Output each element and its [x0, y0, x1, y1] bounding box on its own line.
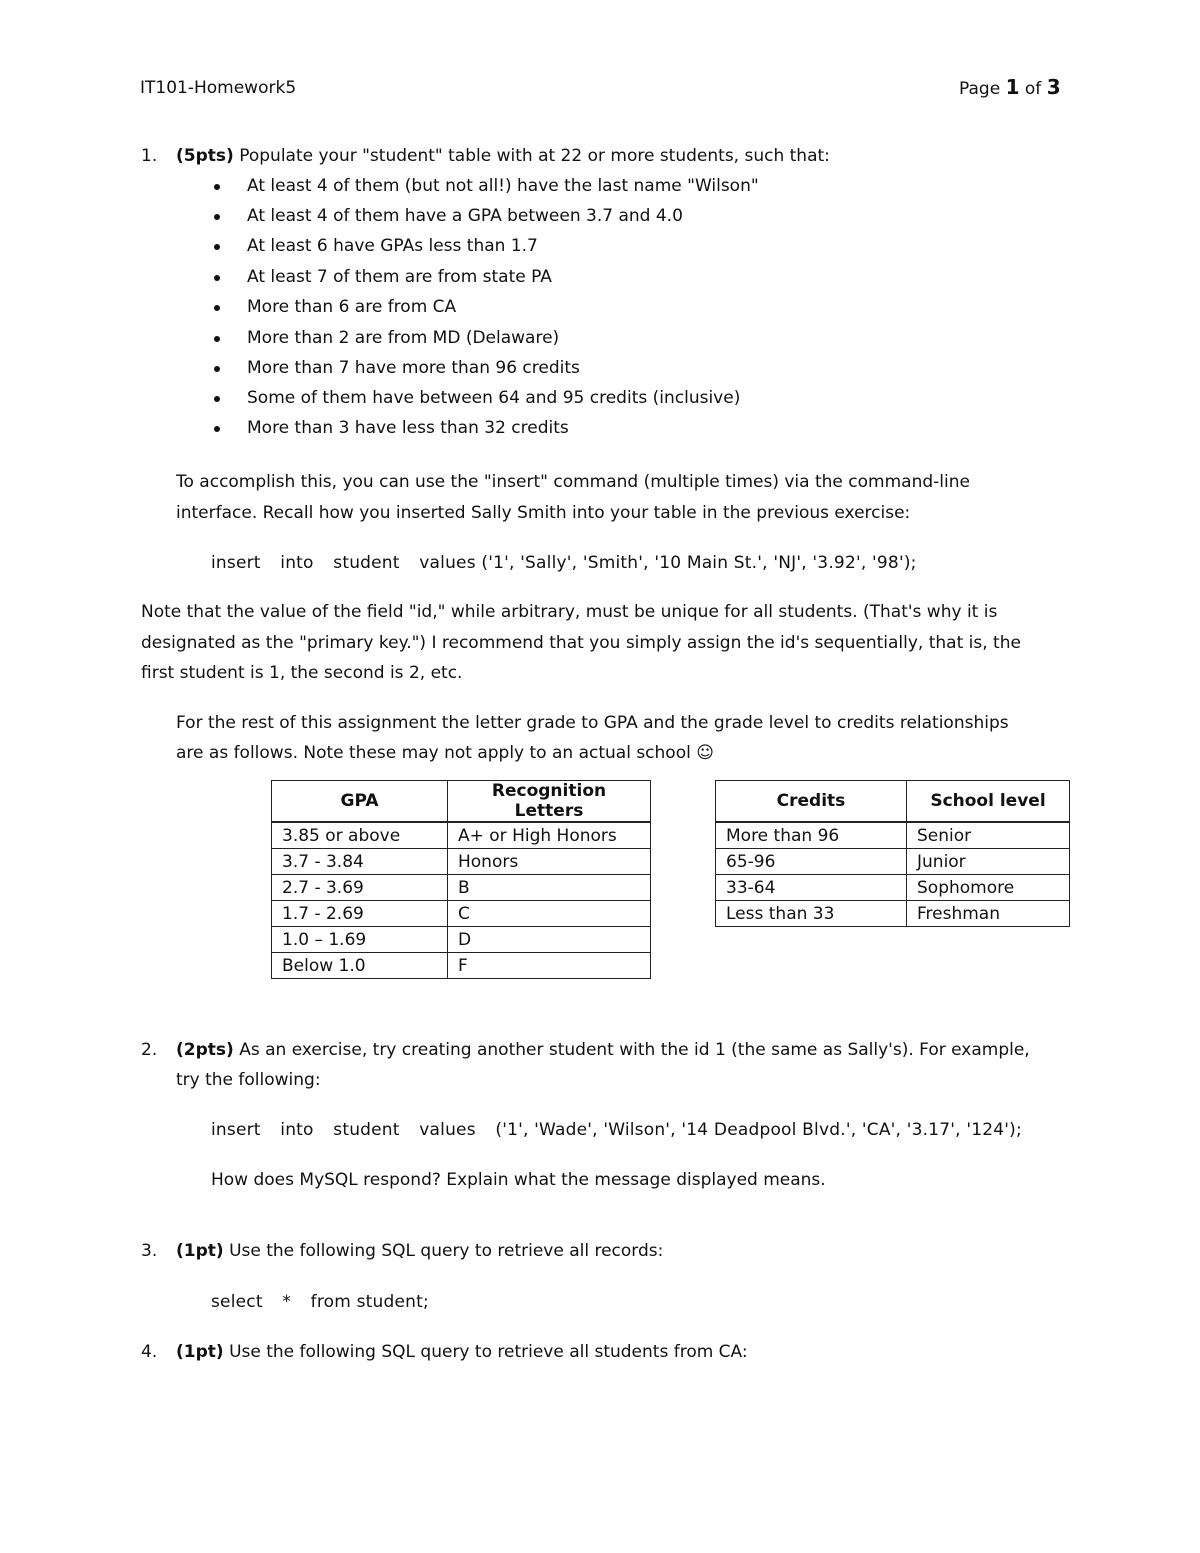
code-keyword: into [280, 1120, 314, 1140]
page-current: 1 [1005, 75, 1020, 99]
code-values: ('1', 'Sally', 'Smith', '10 Main St.', 'NJ', '3.92', '98'); [481, 553, 917, 573]
table-header-row [272, 781, 651, 823]
table-cell: D [448, 927, 651, 953]
table-cell: 1.7 - 2.69 [272, 901, 448, 927]
q2-points: (2pts) [176, 1040, 234, 1060]
list-item: At least 4 of them (but not all!) have the last name "Wilson" [247, 176, 759, 196]
q1-paragraph-line-2: interface. Recall how you inserted Sally Smith into your table in the previous exercise: [176, 503, 911, 523]
table-cell: Honors [448, 849, 651, 875]
bullet-dot [214, 184, 220, 190]
q4-points: (1pt) [176, 1342, 224, 1362]
code-keyword: student [333, 553, 400, 573]
code-keyword: insert [211, 553, 261, 573]
table-header-row [716, 781, 1070, 823]
q2-code-example [211, 1120, 1022, 1140]
note-line-2: designated as the "primary key.") I recommend that you simply assign the id's sequentially, that is, the [141, 633, 1021, 653]
table-row [272, 849, 651, 875]
table-row [272, 875, 651, 901]
rest-line-1: For the rest of this assignment the letter grade to GPA and the grade level to credits relationships [176, 713, 1009, 733]
page-total: 3 [1046, 75, 1061, 99]
q3-heading [176, 1241, 663, 1261]
q1-heading [176, 146, 830, 166]
code-keyword: student [333, 1120, 400, 1140]
q2-heading [176, 1040, 1030, 1060]
bullet-dot [214, 275, 220, 281]
q3-text: Use the following SQL query to retrieve all records: [229, 1241, 664, 1261]
list-item: More than 3 have less than 32 credits [247, 418, 569, 438]
q1-number: 1. [141, 146, 158, 166]
table-header-cell: GPA [272, 781, 448, 823]
table-cell: Senior [907, 822, 1070, 849]
table-header-cell: Credits [716, 781, 907, 823]
table-cell: C [448, 901, 651, 927]
table-cell: 1.0 – 1.69 [272, 927, 448, 953]
q3-number: 3. [141, 1241, 158, 1261]
q1-code-example [211, 553, 917, 573]
table-cell: Sophomore [907, 875, 1070, 901]
list-item: At least 4 of them have a GPA between 3.7 and 4.0 [247, 206, 683, 226]
table-row [272, 822, 651, 849]
table-row [272, 927, 651, 953]
table-cell: F [448, 953, 651, 979]
q3-points: (1pt) [176, 1241, 224, 1261]
code-keyword: values [419, 553, 476, 573]
page-of: of [1024, 79, 1042, 99]
q2-question: How does MySQL respond? Explain what the message displayed means. [211, 1170, 826, 1190]
code-values: ('1', 'Wade', 'Wilson', '14 Deadpool Blvd.', 'CA', '3.17', '124'); [495, 1120, 1022, 1140]
list-item: More than 6 are from CA [247, 297, 457, 317]
credits-table [715, 780, 1070, 927]
table-cell: 2.7 - 3.69 [272, 875, 448, 901]
note-line-3: first student is 1, the second is 2, etc. [141, 663, 463, 683]
table-cell: 65-96 [716, 849, 907, 875]
list-item: At least 6 have GPAs less than 1.7 [247, 236, 538, 256]
code-keyword: select [211, 1292, 263, 1312]
table-row [272, 901, 651, 927]
bullet-dot [214, 214, 220, 220]
q3-code-example [211, 1292, 429, 1312]
doc-title: IT101-Homework5 [140, 78, 297, 98]
list-item: Some of them have between 64 and 95 credits (inclusive) [247, 388, 741, 408]
q1-text: Populate your "student" table with at 22 or more students, such that: [239, 146, 830, 166]
list-item: More than 7 have more than 96 credits [247, 358, 580, 378]
list-item: At least 7 of them are from state PA [247, 267, 552, 287]
q4-heading [176, 1342, 748, 1362]
gpa-table [271, 780, 651, 979]
table-row [716, 822, 1070, 849]
code-keyword: into [280, 553, 314, 573]
table-cell: A+ or High Honors [448, 822, 651, 849]
q1-paragraph-line-1: To accomplish this, you can use the "insert" command (multiple times) via the command-line [176, 472, 970, 492]
table-cell: 33-64 [716, 875, 907, 901]
table-cell: 3.7 - 3.84 [272, 849, 448, 875]
table-header-cell: School level [907, 781, 1070, 823]
page-indicator [959, 77, 1061, 99]
q4-text: Use the following SQL query to retrieve all students from CA: [229, 1342, 748, 1362]
code-rest: from student; [310, 1292, 429, 1312]
bullet-dot [214, 336, 220, 342]
q1-points: (5pts) [176, 146, 234, 166]
code-keyword: values [419, 1120, 476, 1140]
q2-text-line-1: As an exercise, try creating another student with the id 1 (the same as Sally's). For example, [239, 1040, 1030, 1060]
q2-number: 2. [141, 1040, 158, 1060]
q4-number: 4. [141, 1342, 158, 1362]
code-star: * [282, 1292, 292, 1312]
table-row [272, 953, 651, 979]
table-cell: 3.85 or above [272, 822, 448, 849]
table-cell: Junior [907, 849, 1070, 875]
table-header-cell: Recognition Letters [448, 781, 651, 823]
bullet-dot [214, 366, 220, 372]
bullet-dot [214, 396, 220, 402]
table-row [716, 849, 1070, 875]
list-item: More than 2 are from MD (Delaware) [247, 328, 560, 348]
code-keyword: insert [211, 1120, 261, 1140]
page-label: Page [959, 79, 1001, 99]
bullet-dot [214, 305, 220, 311]
table-cell: Below 1.0 [272, 953, 448, 979]
table-row [716, 875, 1070, 901]
table-cell: Freshman [907, 901, 1070, 927]
note-line-1: Note that the value of the field "id," while arbitrary, must be unique for all students. (That's why it is [141, 602, 998, 622]
table-cell: B [448, 875, 651, 901]
bullet-dot [214, 426, 220, 432]
table-cell: Less than 33 [716, 901, 907, 927]
q2-text-line-2: try the following: [176, 1070, 321, 1090]
rest-line-2: are as follows. Note these may not apply to an actual school ☺ [176, 743, 714, 763]
bullet-dot [214, 244, 220, 250]
table-row [716, 901, 1070, 927]
table-cell: More than 96 [716, 822, 907, 849]
